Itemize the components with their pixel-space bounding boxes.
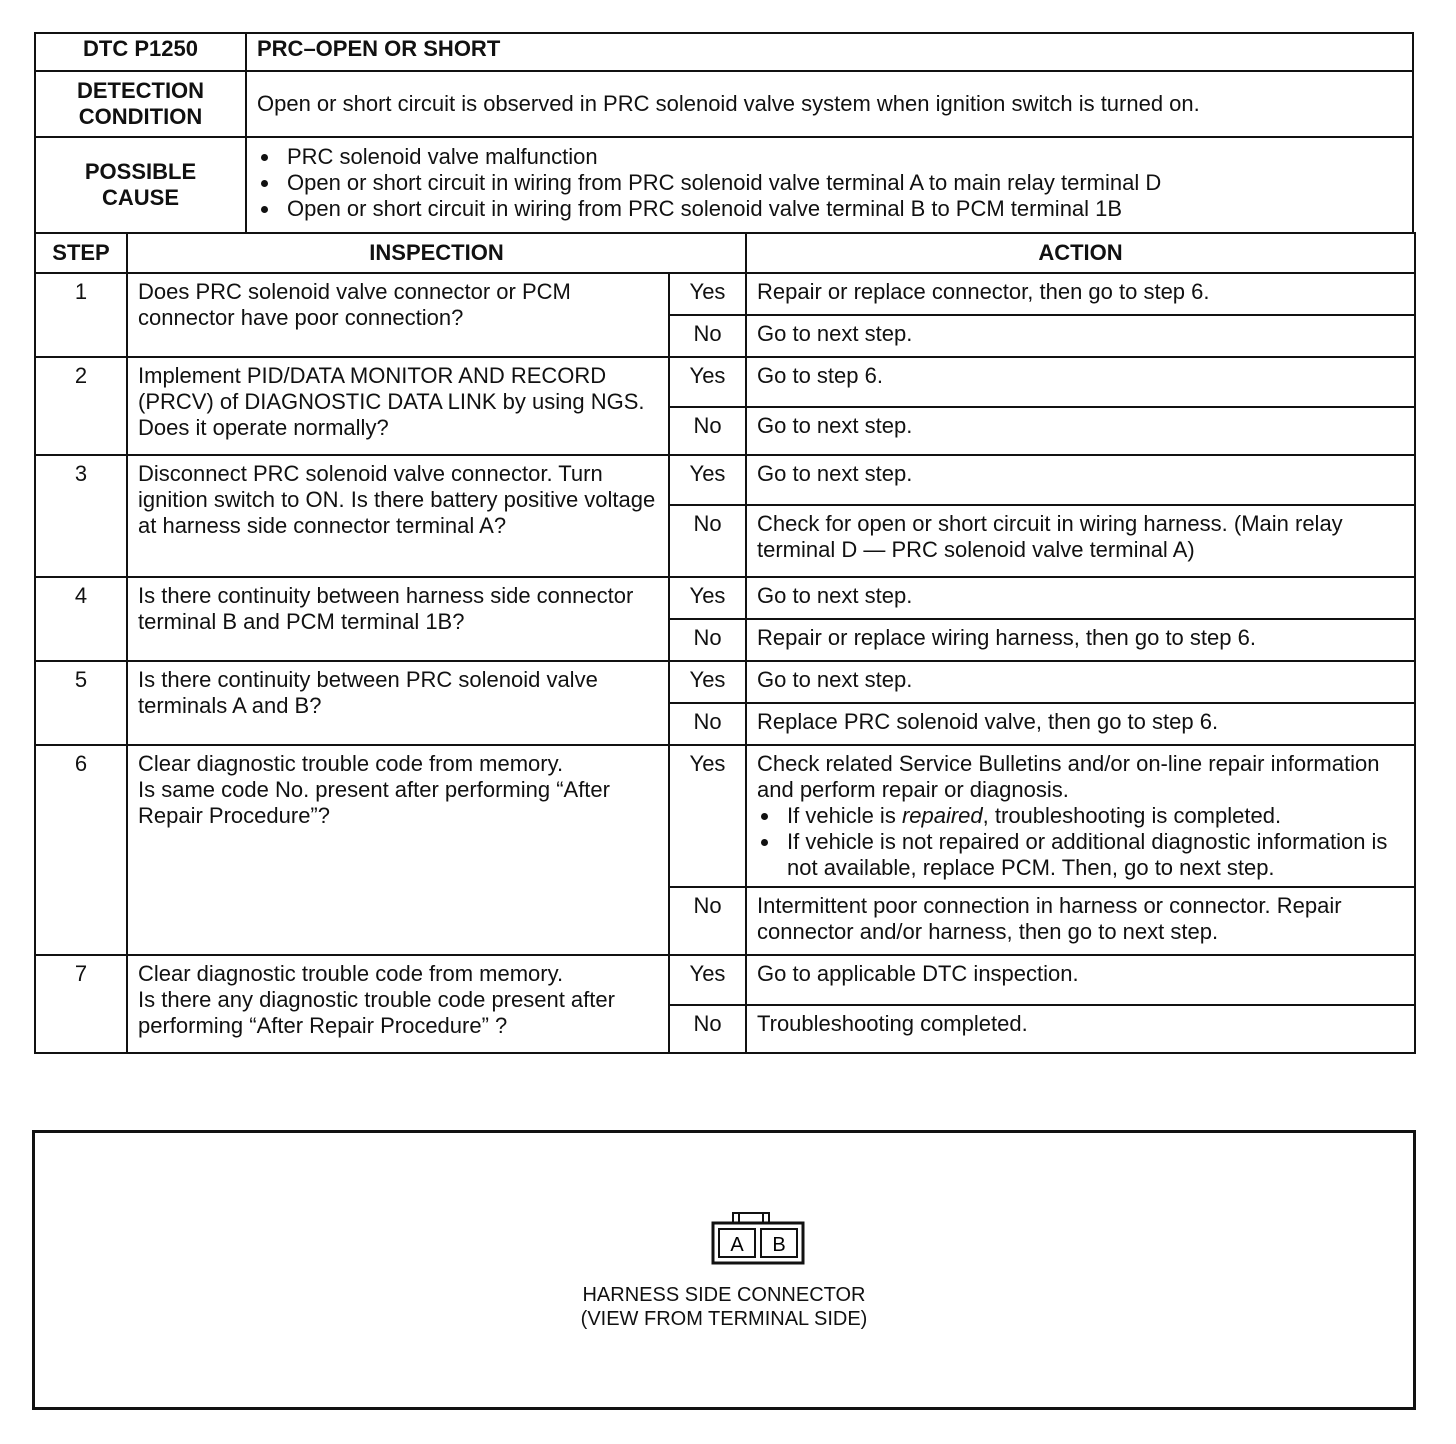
- inspection-line: Is there any diagnostic trouble code present after performing “After Repair Procedure” ?: [138, 987, 615, 1038]
- action-yes: Go to applicable DTC inspection.: [746, 955, 1415, 1005]
- column-inspection: INSPECTION: [127, 233, 746, 273]
- dtc-code: DTC P1250: [35, 33, 246, 71]
- bullet-text: If vehicle is: [787, 803, 902, 828]
- connector-figure: [32, 1130, 1416, 1410]
- answer-yes: Yes: [669, 577, 746, 619]
- action-yes: Go to next step.: [746, 577, 1415, 619]
- condition-label-line: CONDITION: [78, 104, 203, 129]
- cause-label-line: CAUSE: [101, 185, 179, 210]
- step-number: 5: [35, 661, 127, 745]
- action-yes: Repair or replace connector, then go to step 6.: [746, 273, 1415, 315]
- action-no: Troubleshooting completed.: [746, 1005, 1415, 1053]
- step-number: 1: [35, 273, 127, 357]
- table-row: [35, 577, 1415, 619]
- answer-no: No: [669, 619, 746, 661]
- answer-no: No: [669, 407, 746, 455]
- detection-label-line: DETECTION: [76, 78, 205, 103]
- action-bullet: If vehicle is not repaired or additional diagnostic information is not available, replace PCM. Then, go to next step.: [757, 829, 1404, 881]
- answer-yes: Yes: [669, 745, 746, 887]
- action-no: Go to next step.: [746, 315, 1415, 357]
- step-inspection: Is there continuity between PRC solenoid valve terminals A and B?: [127, 661, 669, 745]
- inspection-line: Is same code No. present after performing “After Repair Procedure”?: [138, 777, 610, 828]
- answer-no: No: [669, 315, 746, 357]
- table-row: [35, 357, 1415, 407]
- inspection-steps-table: [34, 232, 1416, 1054]
- detection-condition-label: [35, 71, 246, 137]
- table-row: [35, 455, 1415, 505]
- answer-no: No: [669, 703, 746, 745]
- answer-yes: Yes: [669, 357, 746, 407]
- answer-no: No: [669, 1005, 746, 1053]
- figure-caption: [35, 1283, 1413, 1331]
- table-row: [35, 745, 1415, 887]
- dtc-title: PRC–OPEN OR SHORT: [246, 33, 1413, 71]
- step-inspection: [127, 955, 669, 1053]
- bullet-text: , troubleshooting is completed.: [982, 803, 1282, 828]
- harness-connector-icon: [675, 1209, 815, 1269]
- diagnostic-sheet: [34, 32, 1414, 1054]
- cause-item: Open or short circuit in wiring from PRC solenoid valve terminal B to PCM terminal 1B: [257, 196, 1402, 222]
- answer-yes: Yes: [669, 273, 746, 315]
- bullet-emphasis: repaired: [901, 803, 983, 828]
- possible-label-line: POSSIBLE: [84, 159, 197, 184]
- action-yes: Go to next step.: [746, 661, 1415, 703]
- answer-yes: Yes: [669, 455, 746, 505]
- step-inspection: Disconnect PRC solenoid valve connector. Turn ignition switch to ON. Is there battery positive voltage at harness side connector terminal A?: [127, 455, 669, 577]
- inspection-line: Clear diagnostic trouble code from memory.: [138, 961, 564, 986]
- column-header-row: [35, 233, 1415, 273]
- cause-item: PRC solenoid valve malfunction: [257, 144, 1402, 170]
- action-yes: Go to step 6.: [746, 357, 1415, 407]
- step-inspection: Does PRC solenoid valve connector or PCM connector have poor connection?: [127, 273, 669, 357]
- answer-yes: Yes: [669, 661, 746, 703]
- action-no: Check for open or short circuit in wiring harness. (Main relay terminal D — PRC solenoid valve terminal A): [746, 505, 1415, 577]
- action-no: Go to next step.: [746, 407, 1415, 455]
- step-number: 7: [35, 955, 127, 1053]
- answer-yes: Yes: [669, 955, 746, 1005]
- possible-cause-label: [35, 137, 246, 233]
- answer-no: No: [669, 505, 746, 577]
- step-number: 4: [35, 577, 127, 661]
- action-no: Repair or replace wiring harness, then go to step 6.: [746, 619, 1415, 661]
- caption-line: HARNESS SIDE CONNECTOR: [582, 1284, 866, 1306]
- table-row: [35, 273, 1415, 315]
- table-row: [35, 955, 1415, 1005]
- column-step: STEP: [35, 233, 127, 273]
- terminal-a-label: A: [730, 1234, 744, 1256]
- action-text: Check related Service Bulletins and/or on-line repair information and perform repair or diagnosis.: [757, 751, 1380, 802]
- step-number: 2: [35, 357, 127, 455]
- column-action: ACTION: [746, 233, 1415, 273]
- action-no: Replace PRC solenoid valve, then go to step 6.: [746, 703, 1415, 745]
- detection-condition-text: Open or short circuit is observed in PRC solenoid valve system when ignition switch is turned on.: [246, 71, 1413, 137]
- inspection-line: Clear diagnostic trouble code from memory.: [138, 751, 564, 776]
- action-yes: Go to next step.: [746, 455, 1415, 505]
- action-bullet: [757, 803, 1404, 829]
- dtc-header-table: [34, 32, 1414, 234]
- answer-no: No: [669, 887, 746, 955]
- caption-line: (VIEW FROM TERMINAL SIDE): [580, 1308, 868, 1330]
- step-inspection: [127, 745, 669, 955]
- step-number: 3: [35, 455, 127, 577]
- cause-item: Open or short circuit in wiring from PRC solenoid valve terminal A to main relay terminal D: [257, 170, 1402, 196]
- terminal-b-label: B: [772, 1234, 786, 1256]
- possible-cause-list: [246, 137, 1413, 233]
- step-inspection: Implement PID/DATA MONITOR AND RECORD (PRCV) of DIAGNOSTIC DATA LINK by using NGS. Does it operate normally?: [127, 357, 669, 455]
- step-number: 6: [35, 745, 127, 955]
- action-no: Intermittent poor connection in harness or connector. Repair connector and/or harness, then go to next step.: [746, 887, 1415, 955]
- action-yes: [746, 745, 1415, 887]
- table-row: [35, 661, 1415, 703]
- step-inspection: Is there continuity between harness side connector terminal B and PCM terminal 1B?: [127, 577, 669, 661]
